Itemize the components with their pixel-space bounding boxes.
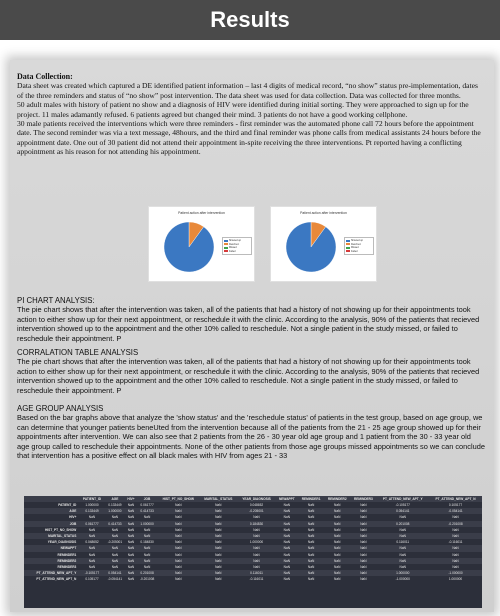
table-cell: NaN bbox=[125, 552, 137, 558]
table-cell: NaN bbox=[324, 545, 350, 551]
table-cell: NaN bbox=[199, 514, 237, 520]
table-cell: NaN bbox=[137, 552, 158, 558]
table-row-header: YEAR_DIAGNOSIS bbox=[24, 539, 79, 545]
table-cell: NaN bbox=[376, 552, 429, 558]
table-cell: NaN bbox=[324, 533, 350, 539]
table-column-header: REMINDER2 bbox=[324, 496, 350, 502]
table-cell: 0.116011 bbox=[376, 539, 429, 545]
data-collection-paragraph-1: Data sheet was created which captured a DE identified patient information – last 4 digits of medical record, “no show” status pre-implementation, dates of the three reminders and status of “no show” post intervention. The data sheet was used for data collection. Data was collected for three months. bbox=[17, 81, 478, 100]
table-cell: NaN bbox=[157, 552, 199, 558]
table-cell: NaN bbox=[237, 533, 275, 539]
table-cell: NaN bbox=[137, 545, 158, 551]
table-cell: NaN bbox=[429, 558, 482, 564]
table-cell: NaN bbox=[199, 558, 237, 564]
table-cell: NaN bbox=[298, 533, 324, 539]
table-cell: NaN bbox=[276, 558, 298, 564]
table-cell: NaN bbox=[276, 570, 298, 576]
table-cell: NaN bbox=[125, 514, 137, 520]
data-collection-paragraph-3: 30 male patients received the interventions which were three reminders - first reminder was the automated phone call 72 hours before the appointment date. The second reminder was via a text message, 48hours, and the third and final reminder was phone calls from medical assistants 24 hours before the appointment date. One out of 30 patient did not attend their appointment in-spite receiving the three interventions. Pt reported having a conflicting appointment as his reason for not attending his appointment. bbox=[17, 119, 481, 157]
table-cell: 0.414733 bbox=[105, 521, 126, 527]
table-cell: -0.116011 bbox=[237, 576, 275, 582]
table-row-header: PATIENT_ID bbox=[24, 502, 79, 508]
table-cell: NaN bbox=[125, 533, 137, 539]
table-row-header: REMINDER1 bbox=[24, 552, 79, 558]
table-cell: -1.000000 bbox=[376, 576, 429, 582]
table-cell: NaN bbox=[79, 558, 104, 564]
legend-item: Showed up bbox=[224, 239, 250, 243]
table-cell: NaN bbox=[79, 514, 104, 520]
table-cell: 0.116011 bbox=[237, 570, 275, 576]
pi-chart-analysis-heading: PI CHART ANALYSIS: bbox=[17, 296, 95, 305]
table-cell: NaN bbox=[350, 539, 376, 545]
table-cell: NaN bbox=[125, 576, 137, 582]
table-cell: 0.133449 bbox=[105, 502, 126, 508]
table-cell: NaN bbox=[125, 521, 137, 527]
table-cell: 0.414733 bbox=[137, 508, 158, 514]
table-cell: 1.000000 bbox=[137, 521, 158, 527]
table-cell: NaN bbox=[199, 527, 237, 533]
table-cell: NaN bbox=[157, 545, 199, 551]
table-row-header: REMINDER3 bbox=[24, 564, 79, 570]
table-cell: -0.116011 bbox=[429, 539, 482, 545]
table-cell: NaN bbox=[137, 533, 158, 539]
table-cell: NaN bbox=[79, 533, 104, 539]
table-cell: NaN bbox=[350, 508, 376, 514]
table-cell: NaN bbox=[276, 564, 298, 570]
table-cell: NaN bbox=[199, 545, 237, 551]
table-cell: NaN bbox=[199, 552, 237, 558]
table-cell: NaN bbox=[276, 514, 298, 520]
table-cell: NaN bbox=[125, 539, 137, 545]
table-row-header: HIV+ bbox=[24, 514, 79, 520]
table-cell: NaN bbox=[79, 527, 104, 533]
table-cell: -0.054141 bbox=[429, 508, 482, 514]
table-cell: NaN bbox=[79, 564, 104, 570]
table-cell: NaN bbox=[324, 558, 350, 564]
table-cell: NaN bbox=[157, 527, 199, 533]
table-cell: NaN bbox=[376, 533, 429, 539]
table-cell: 0.048652 bbox=[237, 502, 275, 508]
table-cell: NaN bbox=[199, 564, 237, 570]
table-cell: NaN bbox=[276, 527, 298, 533]
table-cell: NaN bbox=[350, 570, 376, 576]
table-cell: NaN bbox=[157, 502, 199, 508]
table-row-header: NEWAPPT bbox=[24, 545, 79, 551]
table-cell: NaN bbox=[157, 558, 199, 564]
pie-slice bbox=[286, 222, 336, 272]
table-cell: NaN bbox=[324, 502, 350, 508]
table-row-header: AGE bbox=[24, 508, 79, 514]
table-column-header: HIV+ bbox=[125, 496, 137, 502]
table-cell: 0.133449 bbox=[79, 508, 104, 514]
table-cell: NaN bbox=[298, 539, 324, 545]
table-cell: NaN bbox=[157, 570, 199, 576]
legend-item: Resched. bbox=[224, 243, 250, 247]
table-cell: NaN bbox=[324, 527, 350, 533]
correlation-analysis-text: The pie chart shows that after the intervention was taken, all of the patients that had a history of not showing up for their appointments took action to either show up for their next appointment, or reschedule it with the clinic. According to the analysis, 90% of the patients that recieved intervention showed up to the appointment and the other 10% called to reschedule. Not a single patient in the study missed, or failed to reschedule their appointment. P bbox=[17, 357, 480, 395]
pie-chart-title: Patient action after intervention bbox=[300, 211, 347, 215]
table-cell: NaN bbox=[157, 508, 199, 514]
table-row-header: REMINDER2 bbox=[24, 558, 79, 564]
table-cell: NaN bbox=[350, 502, 376, 508]
table-cell: NaN bbox=[237, 545, 275, 551]
table-cell: -0.205001 bbox=[105, 539, 126, 545]
table-cell: 1.000000 bbox=[105, 508, 126, 514]
table-cell: NaN bbox=[237, 527, 275, 533]
table-cell: NaN bbox=[199, 508, 237, 514]
table-cell: NaN bbox=[298, 552, 324, 558]
table-cell: NaN bbox=[199, 502, 237, 508]
results-panel bbox=[10, 60, 494, 612]
data-collection-section bbox=[17, 72, 485, 157]
table-cell: 0.184830 bbox=[137, 539, 158, 545]
table-cell: NaN bbox=[125, 527, 137, 533]
table-cell: NaN bbox=[199, 576, 237, 582]
pie-chart-title: Patient action after intervention bbox=[178, 211, 225, 215]
table-cell: NaN bbox=[79, 552, 104, 558]
table-cell: 0.201008 bbox=[376, 521, 429, 527]
table-cell: NaN bbox=[125, 508, 137, 514]
table-cell: NaN bbox=[350, 545, 376, 551]
table-cell: NaN bbox=[324, 552, 350, 558]
table-row-header: HIST_PT_NO_SHOW bbox=[24, 527, 79, 533]
table-cell: NaN bbox=[298, 521, 324, 527]
legend-item: Failed bbox=[224, 250, 250, 254]
table-cell: NaN bbox=[125, 564, 137, 570]
legend-item: Failed bbox=[346, 250, 372, 254]
table-cell: NaN bbox=[125, 545, 137, 551]
table-cell: NaN bbox=[298, 564, 324, 570]
table-cell: NaN bbox=[199, 521, 237, 527]
table-cell: NaN bbox=[429, 514, 482, 520]
table-column-header: YEAR_DIAGNOSIS bbox=[237, 496, 275, 502]
table-cell: NaN bbox=[429, 564, 482, 570]
table-cell: NaN bbox=[157, 521, 199, 527]
age-group-analysis-section bbox=[17, 404, 485, 460]
table-row-header: MARITAL_STATUS bbox=[24, 533, 79, 539]
page-title: Results bbox=[210, 7, 290, 32]
legend-item: Missed bbox=[346, 246, 372, 250]
table-cell: 0.061777 bbox=[79, 521, 104, 527]
table-cell: 1.000000 bbox=[429, 576, 482, 582]
table-cell: 0.048652 bbox=[79, 539, 104, 545]
table-cell: NaN bbox=[350, 527, 376, 533]
table-cell: NaN bbox=[276, 552, 298, 558]
table-cell: NaN bbox=[105, 514, 126, 520]
table-cell: NaN bbox=[429, 545, 482, 551]
table-cell: NaN bbox=[350, 558, 376, 564]
table-cell: NaN bbox=[324, 564, 350, 570]
table-cell: 1.000000 bbox=[79, 502, 104, 508]
table-cell: NaN bbox=[376, 514, 429, 520]
table-cell: NaN bbox=[350, 576, 376, 582]
table-cell: NaN bbox=[350, 521, 376, 527]
table-cell: NaN bbox=[350, 533, 376, 539]
table-cell: NaN bbox=[199, 539, 237, 545]
table-cell: 0.105177 bbox=[429, 502, 482, 508]
pie-legend bbox=[344, 237, 374, 255]
table-cell: NaN bbox=[429, 552, 482, 558]
table-cell: NaN bbox=[105, 527, 126, 533]
table-cell: NaN bbox=[105, 558, 126, 564]
table-cell: NaN bbox=[79, 545, 104, 551]
table-cell: NaN bbox=[199, 570, 237, 576]
age-group-analysis-heading: AGE GROUP ANALYSIS bbox=[17, 404, 104, 413]
table-cell: NaN bbox=[125, 558, 137, 564]
table-cell: NaN bbox=[298, 527, 324, 533]
table-cell: NaN bbox=[137, 564, 158, 570]
pie-chart-figure-2 bbox=[270, 206, 377, 282]
table-cell: NaN bbox=[157, 514, 199, 520]
table-cell: NaN bbox=[350, 514, 376, 520]
table-cell: NaN bbox=[105, 552, 126, 558]
pie-legend bbox=[222, 237, 252, 255]
correlation-table-image bbox=[24, 496, 482, 608]
table-cell: -0.201008 bbox=[429, 521, 482, 527]
table-cell: -0.201008 bbox=[137, 576, 158, 582]
table-cell: NaN bbox=[376, 558, 429, 564]
table-cell: NaN bbox=[298, 545, 324, 551]
correlation-analysis-section bbox=[17, 348, 485, 395]
table-column-header: PT_ATTEND_NEW_APT_Y bbox=[376, 496, 429, 502]
table-cell: NaN bbox=[237, 552, 275, 558]
table-cell: NaN bbox=[298, 514, 324, 520]
table-column-header: MARITAL_STATUS bbox=[199, 496, 237, 502]
table-cell: 1.000000 bbox=[376, 570, 429, 576]
table-cell: NaN bbox=[276, 502, 298, 508]
table-cell: -0.205001 bbox=[237, 508, 275, 514]
table-cell: 0.054141 bbox=[376, 508, 429, 514]
legend-item: Missed bbox=[224, 246, 250, 250]
table-cell: NaN bbox=[105, 564, 126, 570]
data-collection-heading: Data Collection: bbox=[17, 72, 73, 81]
pi-chart-analysis-text: The pie chart shows that after the intervention was taken, all of the patients that had a history of not showing up for their appointments took action to either show up for their next appointment, or reschedule it with the clinic. According to the analysis, 90% of the patients that recieved intervention showed up to the appointment and the other 10% called to reschedule. Not a single patient in the study missed, or failed to reschedule their appointment. P bbox=[17, 305, 480, 343]
correlation-analysis-heading: CORRALATION TABLE ANALYSIS bbox=[17, 348, 139, 357]
table-cell: NaN bbox=[137, 558, 158, 564]
table-cell: NaN bbox=[157, 576, 199, 582]
table-cell: NaN bbox=[125, 502, 137, 508]
table-cell: NaN bbox=[105, 533, 126, 539]
pie-chart-figure-1 bbox=[148, 206, 255, 282]
table-cell: -0.054141 bbox=[105, 576, 126, 582]
table-column-header: NEWAPPT bbox=[276, 496, 298, 502]
table-cell: 0.054141 bbox=[105, 570, 126, 576]
table-cell: NaN bbox=[276, 576, 298, 582]
table-cell: NaN bbox=[199, 533, 237, 539]
table-cell: NaN bbox=[429, 527, 482, 533]
legend-item: Showed up bbox=[346, 239, 372, 243]
table-cell: NaN bbox=[350, 552, 376, 558]
table-cell: NaN bbox=[298, 502, 324, 508]
table-cell: 0.201008 bbox=[137, 570, 158, 576]
table-cell: NaN bbox=[429, 533, 482, 539]
table-column-header: HIST_PT_NO_SHOW bbox=[157, 496, 199, 502]
table-cell: 0.184830 bbox=[237, 521, 275, 527]
table-column-header: JOB bbox=[137, 496, 158, 502]
age-group-analysis-text: Based on the bar graphs above that analyze the 'show status' and the 'reschedule status' of patients in the test group, based on age group, we can determine that younger patients beneUted from the intervention because all of the patients from the 21 - 25 age group showed up for their appointments after intervention. We can also see that 2 patients from the 26 - 30 year old age group and 1 patient from the 30 - 33 year old age group called to reschedule their appointments. None of the other patients from those age groups missed appointments so we can conclude that intervention has a positive effect on all black males with HIV from ages 21 - 33 bbox=[17, 413, 485, 461]
results-header bbox=[0, 0, 500, 40]
table-cell: NaN bbox=[276, 539, 298, 545]
table-cell: NaN bbox=[237, 558, 275, 564]
table-cell: 0.061777 bbox=[137, 502, 158, 508]
table-cell: NaN bbox=[376, 545, 429, 551]
table-column-header: PATIENT_ID bbox=[79, 496, 104, 502]
table-cell: NaN bbox=[125, 570, 137, 576]
table-cell: NaN bbox=[237, 514, 275, 520]
table-cell: NaN bbox=[324, 539, 350, 545]
table-cell: NaN bbox=[137, 514, 158, 520]
table-cell: NaN bbox=[324, 576, 350, 582]
table-cell: NaN bbox=[157, 539, 199, 545]
table-cell: -0.105177 bbox=[79, 570, 104, 576]
table-cell: NaN bbox=[157, 533, 199, 539]
table-column-header: PT_ATTEND_NEW_APT_N bbox=[429, 496, 482, 502]
table-cell: NaN bbox=[324, 508, 350, 514]
table-row-header: PT_ATTEND_NEW_APT_Y bbox=[24, 570, 79, 576]
table-cell: NaN bbox=[298, 570, 324, 576]
table-cell: NaN bbox=[276, 545, 298, 551]
legend-item: Resched. bbox=[346, 243, 372, 247]
table-cell: -1.000000 bbox=[429, 570, 482, 576]
data-collection-paragraph-2: 50 adult males with history of patient no show and a diagnosis of HIV were identified during initial sorting. They were approached to sign up for the project. 11 males adamantly refused. 6 patients agreed but changed their mind. 3 patients do not have a good working cellphone. bbox=[17, 100, 469, 119]
table-row-header: JOB bbox=[24, 521, 79, 527]
table-cell: NaN bbox=[157, 564, 199, 570]
table-cell: NaN bbox=[350, 564, 376, 570]
table-column-header: AGE bbox=[105, 496, 126, 502]
table-column-header: REMINDER3 bbox=[350, 496, 376, 502]
pie-slice bbox=[164, 222, 214, 272]
pi-chart-analysis-section bbox=[17, 296, 485, 343]
table-cell: NaN bbox=[376, 564, 429, 570]
table-column-header: REMINDER1 bbox=[298, 496, 324, 502]
table-cell: NaN bbox=[137, 527, 158, 533]
table-cell: NaN bbox=[298, 508, 324, 514]
table-cell: NaN bbox=[298, 558, 324, 564]
table-cell: NaN bbox=[298, 576, 324, 582]
table-cell: 1.000000 bbox=[237, 539, 275, 545]
table-cell: NaN bbox=[105, 545, 126, 551]
table-cell: NaN bbox=[324, 521, 350, 527]
table-cell: NaN bbox=[276, 521, 298, 527]
table-row-header: PT_ATTEND_NEW_APT_N bbox=[24, 576, 79, 582]
table-cell: NaN bbox=[376, 527, 429, 533]
correlation-table bbox=[24, 496, 482, 582]
table-row bbox=[24, 576, 482, 582]
table-cell: -0.105177 bbox=[376, 502, 429, 508]
table-cell: NaN bbox=[324, 514, 350, 520]
table-cell: NaN bbox=[324, 570, 350, 576]
table-cell: 0.105177 bbox=[79, 576, 104, 582]
table-cell: NaN bbox=[276, 508, 298, 514]
table-cell: NaN bbox=[276, 533, 298, 539]
table-cell: NaN bbox=[237, 564, 275, 570]
